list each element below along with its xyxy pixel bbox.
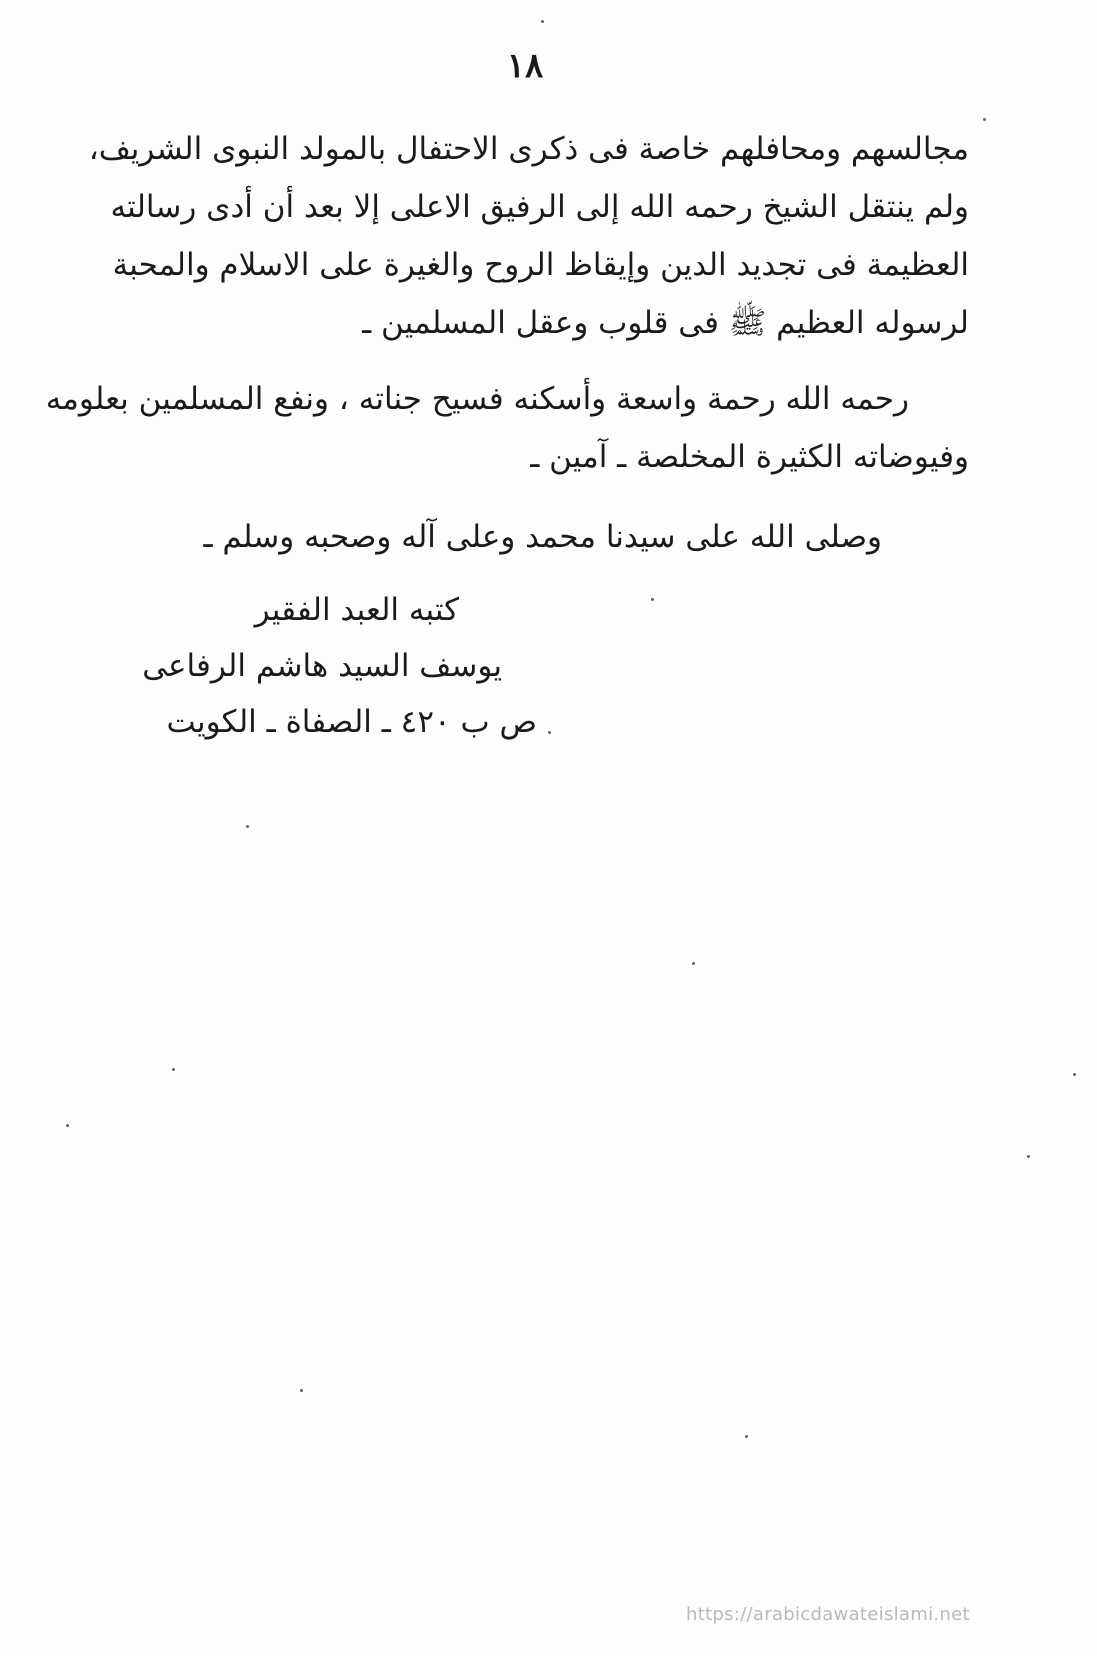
paragraph-1-line: العظيمة فى تجديد الدين وإيقاظ الروح والغيرة على الاسلام والمحبة — [112, 247, 969, 283]
signature-address: ص ب ٤٢٠ ـ الصفاة ـ الكويت — [166, 704, 537, 740]
scan-speck — [1073, 1073, 1076, 1076]
paragraph-1-line: لرسوله العظيم ﷺ فى قلوب وعقل المسلمين ـ — [362, 305, 969, 341]
scan-speck — [651, 598, 654, 601]
scan-speck — [172, 1068, 175, 1071]
scan-speck — [745, 1435, 748, 1438]
scan-speck — [1027, 1155, 1030, 1158]
scan-speck — [300, 1389, 303, 1392]
paragraph-2 — [45, 370, 969, 486]
scan-speck — [541, 20, 544, 23]
paragraph-1-line: مجالسهم ومحافلهم خاصة فى ذكرى الاحتفال بالمولد النبوى الشريف، — [88, 131, 969, 167]
scan-speck — [548, 731, 551, 734]
page-number: ١٨ — [506, 46, 544, 86]
signature-title: كتبه العبد الفقير — [254, 592, 459, 628]
scan-speck — [983, 118, 986, 121]
scan-speck — [66, 1124, 69, 1127]
paragraph-1 — [88, 120, 969, 352]
paragraph-2-line: رحمه الله رحمة واسعة وأسكنه فسيح جناته ، ونفع المسلمين بعلومه — [45, 381, 909, 417]
signature-block — [142, 582, 537, 750]
paragraph-2-line: وفيوضاته الكثيرة المخلصة ـ آمين ـ — [530, 439, 969, 475]
paragraph-3 — [182, 508, 882, 566]
watermark-url: https://arabicdawateislami.net — [686, 1604, 970, 1625]
scan-speck — [692, 962, 695, 965]
closing-prayer-line: وصلى الله على سيدنا محمد وعلى آله وصحبه وسلم ـ — [203, 519, 882, 555]
signature-name: يوسف السيد هاشم الرفاعى — [142, 648, 502, 684]
scan-speck — [246, 825, 249, 828]
paragraph-1-line: ولم ينتقل الشيخ رحمه الله إلى الرفيق الاعلى إلا بعد أن أدى رسالته — [110, 189, 969, 225]
